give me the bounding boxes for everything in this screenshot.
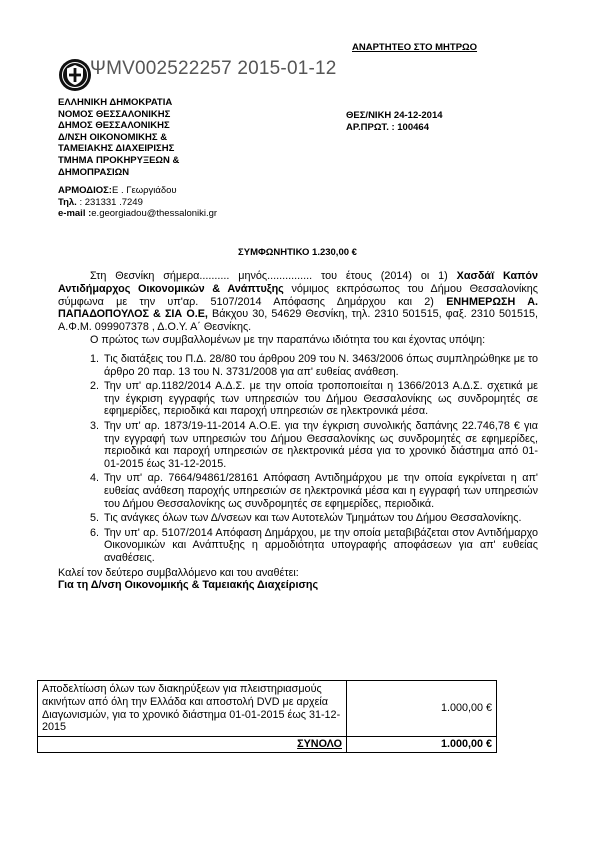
cost-table [37, 680, 497, 753]
consideration-item: 5. Τις ανάγκες όλων των Δ/νσεων και των Αυτοτελών Τμημάτων του Δήμου Θεσσαλονίκης. [102, 512, 538, 525]
ada-number: ΨΜV002522257 2015-01-12 [90, 58, 337, 79]
header-line: ΔΗΜΟΣ ΘΕΣΣΑΛΟΝΙΚΗΣ [58, 120, 170, 132]
consideration-item: 6. Την υπ' αρ. 5107/2014 Απόφαση Δημάρχου, με την οποία μεταβιβάζεται στον Αντιδήμαρχο Οικονομικών και Ανάπτυξης η αρμοδιότητα υπογραφής αποφάσεων για απ' ευθείας αναθέσεις. [102, 527, 538, 565]
consideration-item: 3. Την υπ' αρ. 1873/19-11-2014 Α.Ο.Ε. για την έγκριση συνολικής δαπάνης 22.746,78 € για την εγγραφή των υπηρεσιών του Δήμου Θεσσαλονίκης ως συνδρομητές σε εφημερίδες, περιοδικά και παροχή υπηρεσιών σε ηλεκτρονικά μέσα για το χρονικό διάστημα από 01-01-2015 έως 31-12-2015. [102, 420, 538, 471]
total-row [38, 737, 497, 753]
document-date: ΘΕΣ/ΝΙΚΗ 24-12-2014 [346, 110, 443, 121]
intro-paragraph-2: Ο πρώτος των συμβαλλομένων με την παραπάνω ιδιότητα του και έχοντας υπόψη: [90, 333, 486, 346]
total-value: 1.000,00 € [347, 737, 497, 753]
second-party: ΕΝΗΜΕΡΩΣΗ Α. ΠΑΠΑΔΟΠΟΥΛΟΣ & ΣΙΑ Ο.Ε, [58, 295, 538, 321]
phone-value: : 231331 .7249 [76, 196, 143, 208]
responsible-line [58, 185, 217, 197]
table-row [38, 681, 497, 737]
consideration-item: 4. Την υπ' αρ. 7664/94861/28161 Απόφαση Αντιδημάρχου με την οποία εγκρίνεται η απ' ευθείας ανάθεση παροχής υπηρεσιών σε ηλεκτρονικά μέσα και η εγγραφή των υπηρεσιών του Δήμου Θεσσαλονίκης ως συνδρομητές σε εφημερίδες, περιοδικά. [102, 472, 538, 510]
email-value: e.georgiadou@thessaloniki.gr [91, 208, 218, 220]
responsible-value: Ε . Γεωργιάδου [111, 185, 177, 196]
protocol-number: ΑΡ.ΠΡΩΤ. : 100464 [346, 121, 429, 133]
total-label: ΣΥΝΟΛΟ [38, 737, 347, 753]
item-description: Αποδελτίωση όλων των διακηρύξεων για πλειστηριασμούς ακινήτων από όλη την Ελλάδα και αποστολή DVD με αρχεία Διαγωνισμών, για το χρονικό διάστημα 01-01-2015 έως 31-12-2015 [38, 681, 347, 737]
phone-line [58, 197, 217, 209]
phone-label: Τηλ. [58, 196, 77, 208]
closing-heading [58, 579, 538, 592]
header-line: ΔΗΜΟΠΡΑΣΙΩΝ [58, 166, 130, 178]
header-line: ΝΟΜΟΣ ΘΕΣΣΑΛΟΝΙΚΗΣ [58, 108, 171, 120]
header-line: ΤΜΗΜΑ ΠΡΟΚΗΡΥΞΕΩΝ & [58, 154, 180, 166]
contact-block [58, 185, 217, 220]
closing-heading-text: Για τη Δ/νση Οικονομικής & Ταμειακής Διαχείρισης [58, 579, 319, 592]
header-line: Δ/ΝΣΗ ΟΙΚΟΝΟΜΙΚΗΣ & [58, 131, 168, 143]
intro-text: Βάκχου 30, 54629 Θεσνίκη, τηλ. 2310 501515, φαξ. 2310 501515, Α.Φ.Μ. 099907378 , Δ.Ο.Υ. Α΄ Θεσνίκης. [58, 308, 538, 334]
posting-note: ΑΝΑΡΤΗΤΕΟ ΣΤΟ ΜΗΤΡΩΟ [352, 42, 478, 53]
date-protocol-block [346, 110, 443, 133]
item-amount: 1.000,00 € [347, 681, 497, 737]
greek-coat-of-arms-icon [58, 58, 92, 92]
issuer-header [58, 97, 179, 178]
consideration-item: 2. Την υπ' αρ.1182/2014 Α.Δ.Σ. με την οποία τροποποιείται η 1366/2013 Α.Δ.Σ. σχετικά με την έγκριση εγγραφής των υπηρεσιών του Δήμου Θεσσαλονίκης ως συνδρομητές σε εφημερίδες, περιοδικά και παροχή υπηρεσιών σε ηλεκτρονικά μέσα. [102, 380, 538, 418]
intro-paragraph [58, 270, 538, 334]
email-line [58, 208, 217, 220]
header-line: ΕΛΛΗΝΙΚΗ ΔΗΜΟΚΡΑΤΙΑ [58, 97, 173, 108]
document-body [58, 270, 538, 592]
document-title: ΣΥΜΦΩΝΗΤΙΚΟ 1.230,00 € [238, 247, 357, 258]
considerations-list [58, 353, 538, 565]
responsible-label: ΑΡΜΟΔΙΟΣ: [58, 185, 112, 196]
intro-text: Στη Θεσνίκη σήμερα.......... μηνός............... του έτους (2014) οι 1) [90, 270, 457, 282]
header-line: ΤΑΜΕΙΑΚΗΣ ΔΙΑΧΕΙΡΙΣΗΣ [58, 143, 175, 155]
consideration-item: 1. Τις διατάξεις του Π.Δ. 28/80 του άρθρου 209 του Ν. 3463/2006 όπως συμπληρώθηκε με το άρθρο 20 παρ. 13 του Ν. 3731/2008 για απ' ευθείας ανάθεση. [102, 353, 538, 379]
email-label: e-mail : [58, 208, 92, 220]
first-party: Χασδάϊ Καπόν Αντιδήμαρχος Οικονομικών & Ανάπτυξης [58, 270, 539, 295]
closing-line: Καλεί τον δεύτερο συμβαλλόμενο και του αναθέτει: [58, 566, 299, 579]
intro-text: νόμιμος εκπρόσωπος του Δήμου Θεσσαλονίκης σύμφωνα με την υπ'αρ. 5107/2014 Απόφασης Δημάρχου και 2) [58, 282, 538, 308]
